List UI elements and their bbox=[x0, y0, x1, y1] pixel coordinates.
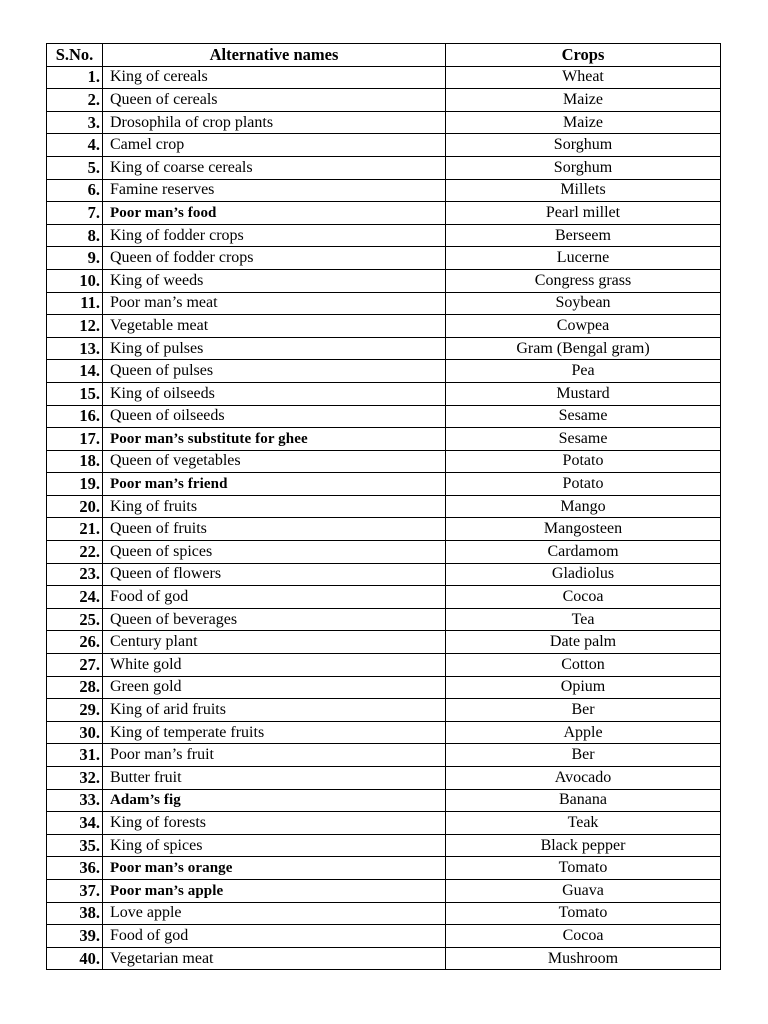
alternative-name-cell: Poor man’s orange bbox=[103, 857, 446, 880]
table-row bbox=[47, 337, 721, 360]
alternative-name-cell: Queen of fruits bbox=[103, 518, 446, 541]
crop-cell: Sorghum bbox=[446, 134, 721, 157]
crop-cell: Sesame bbox=[446, 405, 721, 428]
alternative-name-cell: Vegetable meat bbox=[103, 315, 446, 338]
alternative-name-cell: King of temperate fruits bbox=[103, 721, 446, 744]
alternative-name-cell: Camel crop bbox=[103, 134, 446, 157]
alternative-name-cell: Queen of vegetables bbox=[103, 450, 446, 473]
crop-cell: Cowpea bbox=[446, 315, 721, 338]
alternative-name-cell: Queen of fodder crops bbox=[103, 247, 446, 270]
row-number: 17. bbox=[47, 428, 103, 451]
row-number: 40. bbox=[47, 947, 103, 970]
crop-cell: Gladiolus bbox=[446, 563, 721, 586]
crop-cell: Pea bbox=[446, 360, 721, 383]
row-number: 7. bbox=[47, 202, 103, 225]
row-number: 38. bbox=[47, 902, 103, 925]
row-number: 26. bbox=[47, 631, 103, 654]
alternative-name-cell: Poor man’s apple bbox=[103, 879, 446, 902]
table-row bbox=[47, 134, 721, 157]
crop-cell: Tomato bbox=[446, 902, 721, 925]
alternative-name-cell: Poor man’s friend bbox=[103, 473, 446, 496]
alternative-name-cell: Queen of beverages bbox=[103, 608, 446, 631]
crop-cell: Maize bbox=[446, 89, 721, 112]
crop-cell: Millets bbox=[446, 179, 721, 202]
table-row bbox=[47, 518, 721, 541]
row-number: 28. bbox=[47, 676, 103, 699]
row-number: 5. bbox=[47, 156, 103, 179]
row-number: 35. bbox=[47, 834, 103, 857]
alternative-name-cell: Famine reserves bbox=[103, 179, 446, 202]
row-number: 32. bbox=[47, 767, 103, 790]
row-number: 34. bbox=[47, 812, 103, 835]
crop-cell: Tomato bbox=[446, 857, 721, 880]
document-page bbox=[46, 43, 720, 970]
table-row bbox=[47, 66, 721, 89]
table-header bbox=[47, 44, 721, 67]
table-row bbox=[47, 857, 721, 880]
row-number: 4. bbox=[47, 134, 103, 157]
table-row bbox=[47, 450, 721, 473]
crop-cell: Cocoa bbox=[446, 925, 721, 948]
table-row bbox=[47, 473, 721, 496]
alternative-name-cell: Vegetarian meat bbox=[103, 947, 446, 970]
crop-cell: Potato bbox=[446, 450, 721, 473]
crop-cell: Wheat bbox=[446, 66, 721, 89]
table-row bbox=[47, 902, 721, 925]
alternative-name-cell: Queen of spices bbox=[103, 541, 446, 564]
row-number: 27. bbox=[47, 654, 103, 677]
table-row bbox=[47, 202, 721, 225]
row-number: 23. bbox=[47, 563, 103, 586]
table-row bbox=[47, 360, 721, 383]
table-row bbox=[47, 608, 721, 631]
alternative-name-cell: Queen of pulses bbox=[103, 360, 446, 383]
alternative-name-cell: King of oilseeds bbox=[103, 382, 446, 405]
alternative-name-cell: Poor man’s fruit bbox=[103, 744, 446, 767]
crop-cell: Maize bbox=[446, 111, 721, 134]
crop-cell: Teak bbox=[446, 812, 721, 835]
row-number: 33. bbox=[47, 789, 103, 812]
table-row bbox=[47, 631, 721, 654]
alternative-name-cell: King of cereals bbox=[103, 66, 446, 89]
row-number: 20. bbox=[47, 495, 103, 518]
row-number: 8. bbox=[47, 224, 103, 247]
row-number: 22. bbox=[47, 541, 103, 564]
crop-cell: Black pepper bbox=[446, 834, 721, 857]
table-row bbox=[47, 721, 721, 744]
alternative-name-cell: Queen of oilseeds bbox=[103, 405, 446, 428]
table-row bbox=[47, 541, 721, 564]
table-row bbox=[47, 111, 721, 134]
row-number: 37. bbox=[47, 879, 103, 902]
row-number: 2. bbox=[47, 89, 103, 112]
row-number: 9. bbox=[47, 247, 103, 270]
row-number: 6. bbox=[47, 179, 103, 202]
crop-cell: Sesame bbox=[446, 428, 721, 451]
row-number: 13. bbox=[47, 337, 103, 360]
crop-cell: Cocoa bbox=[446, 586, 721, 609]
row-number: 16. bbox=[47, 405, 103, 428]
table-row bbox=[47, 428, 721, 451]
table-row bbox=[47, 179, 721, 202]
row-number: 19. bbox=[47, 473, 103, 496]
row-number: 11. bbox=[47, 292, 103, 315]
header-sno: S.No. bbox=[47, 44, 103, 67]
table-row bbox=[47, 247, 721, 270]
alternative-name-cell: King of forests bbox=[103, 812, 446, 835]
crop-cell: Potato bbox=[446, 473, 721, 496]
crop-cell: Berseem bbox=[446, 224, 721, 247]
table-row bbox=[47, 654, 721, 677]
table-row bbox=[47, 812, 721, 835]
row-number: 29. bbox=[47, 699, 103, 722]
alternative-name-cell: Drosophila of crop plants bbox=[103, 111, 446, 134]
alternative-name-cell: Queen of cereals bbox=[103, 89, 446, 112]
alternative-name-cell: White gold bbox=[103, 654, 446, 677]
table-body bbox=[47, 66, 721, 970]
table-row bbox=[47, 947, 721, 970]
crop-cell: Pearl millet bbox=[446, 202, 721, 225]
crop-cell: Avocado bbox=[446, 767, 721, 790]
alternative-name-cell: King of arid fruits bbox=[103, 699, 446, 722]
table-row bbox=[47, 495, 721, 518]
row-number: 1. bbox=[47, 66, 103, 89]
alternative-name-cell: Food of god bbox=[103, 925, 446, 948]
table-row bbox=[47, 767, 721, 790]
row-number: 36. bbox=[47, 857, 103, 880]
crop-cell: Cotton bbox=[446, 654, 721, 677]
alternative-name-cell: Green gold bbox=[103, 676, 446, 699]
table-row bbox=[47, 879, 721, 902]
row-number: 25. bbox=[47, 608, 103, 631]
table-row bbox=[47, 834, 721, 857]
crop-cell: Banana bbox=[446, 789, 721, 812]
crop-cell: Gram (Bengal gram) bbox=[446, 337, 721, 360]
table-row bbox=[47, 676, 721, 699]
crop-names-table bbox=[46, 43, 721, 970]
crop-cell: Congress grass bbox=[446, 269, 721, 292]
table-row bbox=[47, 292, 721, 315]
header-row bbox=[47, 44, 721, 67]
table-row bbox=[47, 315, 721, 338]
crop-cell: Ber bbox=[446, 744, 721, 767]
row-number: 15. bbox=[47, 382, 103, 405]
crop-cell: Lucerne bbox=[446, 247, 721, 270]
crop-cell: Tea bbox=[446, 608, 721, 631]
crop-cell: Mustard bbox=[446, 382, 721, 405]
row-number: 21. bbox=[47, 518, 103, 541]
alternative-name-cell: Poor man’s substitute for ghee bbox=[103, 428, 446, 451]
table-row bbox=[47, 269, 721, 292]
table-row bbox=[47, 744, 721, 767]
crop-cell: Soybean bbox=[446, 292, 721, 315]
alternative-name-cell: Poor man’s meat bbox=[103, 292, 446, 315]
header-crops: Crops bbox=[446, 44, 721, 67]
table-row bbox=[47, 224, 721, 247]
table-row bbox=[47, 156, 721, 179]
alternative-name-cell: King of coarse cereals bbox=[103, 156, 446, 179]
table-row bbox=[47, 563, 721, 586]
row-number: 12. bbox=[47, 315, 103, 338]
table-row bbox=[47, 89, 721, 112]
crop-cell: Mango bbox=[446, 495, 721, 518]
alternative-name-cell: Butter fruit bbox=[103, 767, 446, 790]
alternative-name-cell: Queen of flowers bbox=[103, 563, 446, 586]
alternative-name-cell: King of fodder crops bbox=[103, 224, 446, 247]
crop-cell: Sorghum bbox=[446, 156, 721, 179]
alternative-name-cell: King of pulses bbox=[103, 337, 446, 360]
alternative-name-cell: Food of god bbox=[103, 586, 446, 609]
row-number: 31. bbox=[47, 744, 103, 767]
table-row bbox=[47, 405, 721, 428]
row-number: 30. bbox=[47, 721, 103, 744]
alternative-name-cell: King of spices bbox=[103, 834, 446, 857]
crop-cell: Date palm bbox=[446, 631, 721, 654]
alternative-name-cell: Adam’s fig bbox=[103, 789, 446, 812]
header-alternative-names: Alternative names bbox=[103, 44, 446, 67]
crop-cell: Mushroom bbox=[446, 947, 721, 970]
alternative-name-cell: Poor man’s food bbox=[103, 202, 446, 225]
crop-cell: Opium bbox=[446, 676, 721, 699]
crop-cell: Ber bbox=[446, 699, 721, 722]
alternative-name-cell: King of weeds bbox=[103, 269, 446, 292]
table-row bbox=[47, 789, 721, 812]
crop-cell: Guava bbox=[446, 879, 721, 902]
table-row bbox=[47, 586, 721, 609]
table-row bbox=[47, 699, 721, 722]
row-number: 24. bbox=[47, 586, 103, 609]
crop-cell: Mangosteen bbox=[446, 518, 721, 541]
crop-cell: Apple bbox=[446, 721, 721, 744]
row-number: 14. bbox=[47, 360, 103, 383]
crop-cell: Cardamom bbox=[446, 541, 721, 564]
table-row bbox=[47, 925, 721, 948]
alternative-name-cell: King of fruits bbox=[103, 495, 446, 518]
row-number: 10. bbox=[47, 269, 103, 292]
row-number: 18. bbox=[47, 450, 103, 473]
table-row bbox=[47, 382, 721, 405]
alternative-name-cell: Love apple bbox=[103, 902, 446, 925]
alternative-name-cell: Century plant bbox=[103, 631, 446, 654]
row-number: 3. bbox=[47, 111, 103, 134]
row-number: 39. bbox=[47, 925, 103, 948]
